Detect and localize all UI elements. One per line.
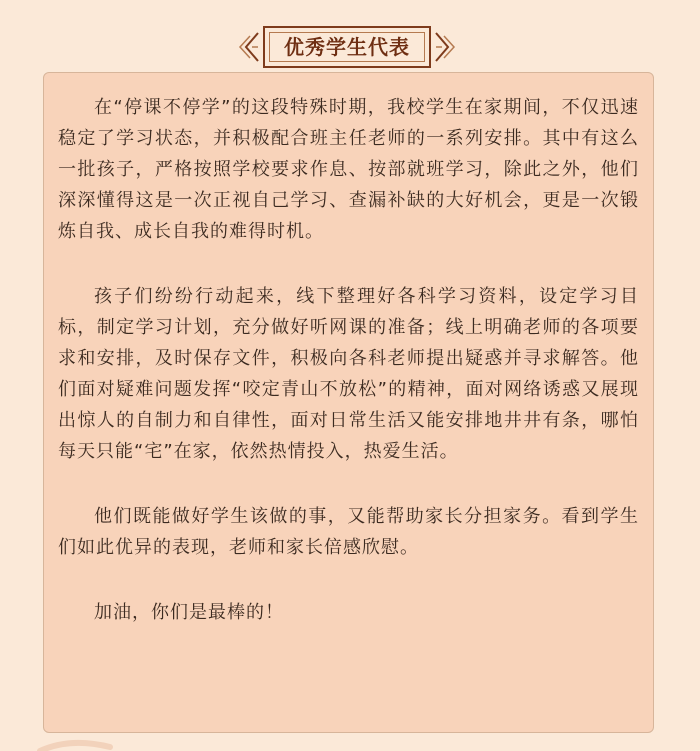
section-header [0, 12, 700, 68]
article-body [58, 92, 639, 628]
paragraph: 在“停课不停学”的这段特殊时期，我校学生在家期间，不仅迅速稳定了学习状态，并积极配合班主任老师的一系列安排。其中有这么一批孩子，严格按照学校要求作息、按部就班学习，除此之外，他们深深懂得这是一次正视自己学习、查漏补缺的大好机会，更是一次锻炼自我、成长自我的难得时机。 [58, 97, 639, 242]
content-card [43, 72, 654, 733]
right-ornament [436, 33, 454, 61]
bottom-corner-decoration [0, 733, 120, 751]
left-ornament [240, 33, 258, 61]
paragraph: 孩子们纷纷行动起来，线下整理好各科学习资料，设定学习目标，制定学习计划，充分做好听网课的准备；线上明确老师的各项要求和安排，及时保存文件，积极向各科老师提出疑惑并寻求解答。他们面对疑难问题发挥“咬定青山不放松”的精神，面对网络诱惑又展现出惊人的自制力和自律性，面对日常生活又能安排地井井有条，哪怕每天只能“宅”在家，依然热情投入，热爱生活。 [58, 286, 639, 462]
page-title: 优秀学生代表 [284, 35, 410, 59]
paragraph: 他们既能做好学生该做的事，又能帮助家长分担家务。看到学生们如此优异的表现，老师和家长倍感欣慰。 [58, 506, 639, 558]
paragraph: 加油，你们是最棒的！ [94, 602, 284, 623]
title-frame [263, 26, 431, 68]
